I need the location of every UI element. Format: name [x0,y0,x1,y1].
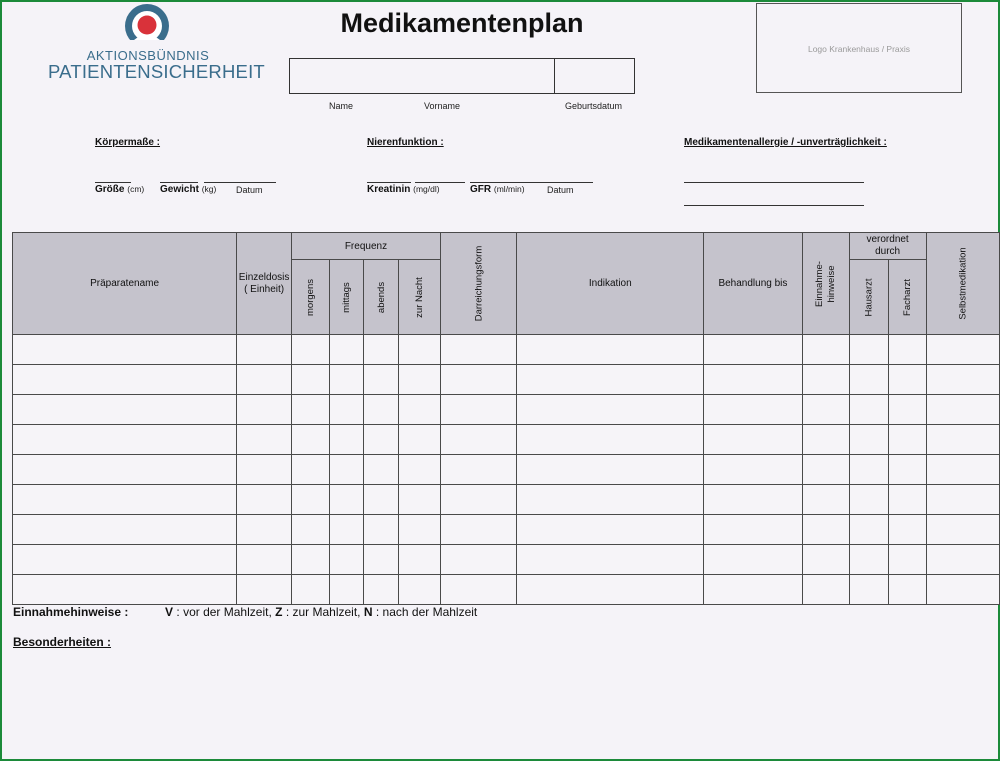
table-cell[interactable] [292,395,330,425]
gfr-text: GFR [470,184,492,195]
table-cell[interactable] [292,455,330,485]
table-cell[interactable] [13,425,237,455]
table-cell[interactable] [888,425,926,455]
legend-v: V [165,605,174,619]
patient-safety-logo-icon [124,3,170,49]
table-cell[interactable] [849,545,888,575]
table-cell[interactable] [440,485,517,515]
table-cell[interactable] [330,425,364,455]
weight-unit: (kg) [201,184,217,194]
header-night [399,260,441,335]
table-cell[interactable] [704,365,802,395]
table-cell[interactable] [440,335,517,365]
table-cell[interactable] [237,365,292,395]
header-single-dose [237,233,292,335]
gfr-unit: (ml/min) [493,184,525,194]
table-row [13,485,1000,515]
first-name-caption: Vorname [424,101,461,111]
table-cell[interactable] [888,395,926,425]
special-notes-heading: Besonderheiten : [13,635,112,649]
table-cell[interactable] [237,425,292,455]
table-cell[interactable] [888,515,926,545]
table-cell[interactable] [802,575,849,605]
table-cell[interactable] [364,545,399,575]
measure-date-line[interactable] [204,182,276,183]
header-intake-notes [802,233,849,335]
header-prescribed-by-line1: verordnet [866,234,909,245]
table-cell[interactable] [399,515,441,545]
table-row [13,425,1000,455]
table-cell[interactable] [704,485,802,515]
table-cell[interactable] [13,545,237,575]
legend-v-text: : vor der Mahlzeit, [176,605,272,619]
table-cell[interactable] [399,395,441,425]
table-cell[interactable] [364,335,399,365]
table-row [13,545,1000,575]
table-cell[interactable] [849,515,888,545]
header-specialist-text: Facharzt [901,278,913,316]
table-cell[interactable] [926,425,999,455]
table-cell[interactable] [888,455,926,485]
header-family-doctor [849,260,888,335]
table-cell[interactable] [926,575,999,605]
header-preparation-name: Präparatename [13,233,237,335]
header-morning-text: morgens [305,278,317,316]
table-row [13,455,1000,485]
header-family-doctor-text: Hausarzt [863,277,875,317]
table-cell[interactable] [399,575,441,605]
name-caption: Name [329,101,354,111]
table-cell[interactable] [517,335,704,365]
table-cell[interactable] [440,545,517,575]
table-cell[interactable] [704,335,802,365]
table-cell[interactable] [292,545,330,575]
hospital-logo-box [756,3,962,93]
table-cell[interactable] [237,395,292,425]
header-dosage-form [440,233,517,335]
gfr-line[interactable] [415,182,465,183]
header-prescribed-by-line2: durch [875,246,901,257]
table-cell[interactable] [330,395,364,425]
header-single-dose-line2: ( Einheit) [244,283,285,295]
header-dosage-form-text: Darreichungsform [473,245,485,322]
header-noon [330,260,364,335]
table-cell[interactable] [926,545,999,575]
table-cell[interactable] [849,485,888,515]
table-cell[interactable] [330,545,364,575]
creatinine-text: Kreatinin [367,184,411,195]
intake-legend [13,605,477,619]
header-evening [364,260,399,335]
allergy-heading: Medikamentenallergie / -unverträglichkeit : [684,137,887,148]
weight-text: Gewicht [160,184,199,195]
table-cell[interactable] [237,575,292,605]
header-intake-notes-line2: hinweise [825,265,837,302]
table-cell[interactable] [330,515,364,545]
medication-table [12,232,1000,605]
table-cell[interactable] [517,515,704,545]
header-treatment-until: Behandlung bis [704,233,802,335]
birthdate-caption: Geburtsdatum [565,101,623,111]
table-cell[interactable] [330,365,364,395]
table-cell[interactable] [364,425,399,455]
table-cell[interactable] [888,485,926,515]
table-cell[interactable] [926,335,999,365]
table-cell[interactable] [926,365,999,395]
creatinine-line[interactable] [367,182,411,183]
height-text: Größe [95,184,125,195]
table-cell[interactable] [704,455,802,485]
table-cell[interactable] [440,455,517,485]
table-cell[interactable] [330,575,364,605]
table-cell[interactable] [399,365,441,395]
table-cell[interactable] [364,455,399,485]
table-cell[interactable] [13,575,237,605]
table-cell[interactable] [517,395,704,425]
table-cell[interactable] [330,485,364,515]
table-cell[interactable] [13,485,237,515]
header-night-text: zur Nacht [414,276,426,318]
header-morning [292,260,330,335]
intake-legend-label: Einnahmehinweise : [13,605,129,619]
table-cell[interactable] [802,395,849,425]
legend-n: N [363,605,373,619]
table-cell[interactable] [849,575,888,605]
table-cell[interactable] [292,575,330,605]
table-cell[interactable] [704,515,802,545]
medication-table-body [13,335,1000,605]
table-cell[interactable] [926,395,999,425]
table-row [13,365,1000,395]
table-cell[interactable] [292,365,330,395]
table-cell[interactable] [802,545,849,575]
table-cell[interactable] [704,545,802,575]
table-cell[interactable] [330,335,364,365]
kidney-date-label: Datum [547,185,574,195]
header-single-dose-line1: Einzeldosis [238,271,290,283]
table-cell[interactable] [802,515,849,545]
table-row [13,335,1000,365]
table-cell[interactable] [364,365,399,395]
table-cell[interactable] [704,575,802,605]
legend-n-text: : nach der Mahlzeit [375,605,478,619]
table-cell[interactable] [440,365,517,395]
table-cell[interactable] [926,485,999,515]
header-prescribed-by [849,233,926,260]
height-label [95,184,144,195]
table-cell[interactable] [364,515,399,545]
height-line[interactable] [95,182,131,183]
table-cell[interactable] [237,485,292,515]
table-cell[interactable] [802,425,849,455]
table-cell[interactable] [802,365,849,395]
table-cell[interactable] [440,395,517,425]
table-cell[interactable] [237,515,292,545]
table-cell[interactable] [364,485,399,515]
creatinine-label [367,184,440,195]
header-evening-text: abends [375,281,387,313]
allergy-line-2[interactable] [684,205,864,206]
header-intake-notes-line1: Einnahme- [813,260,825,307]
table-cell[interactable] [237,335,292,365]
table-cell[interactable] [13,365,237,395]
measure-date-label: Datum [236,185,263,195]
hospital-logo-text: Logo Krankenhaus / Praxis [807,44,911,54]
table-row [13,575,1000,605]
table-cell[interactable] [849,455,888,485]
header-frequency: Frequenz [292,233,441,260]
logo-line-2: PATIENTENSICHERHEIT [48,61,265,82]
table-cell[interactable] [704,395,802,425]
table-cell[interactable] [888,365,926,395]
header-noon-text: mittags [341,281,353,313]
table-cell[interactable] [517,455,704,485]
table-cell[interactable] [399,455,441,485]
table-cell[interactable] [399,425,441,455]
table-cell[interactable] [849,395,888,425]
header-intake-notes-text [814,261,838,307]
logo-line-1: AKTIONSBÜNDNIS [86,48,210,63]
table-cell[interactable] [517,545,704,575]
table-cell[interactable] [330,455,364,485]
table-cell[interactable] [440,425,517,455]
table-cell[interactable] [802,335,849,365]
table-cell[interactable] [704,425,802,455]
table-cell[interactable] [926,515,999,545]
table-cell[interactable] [292,425,330,455]
table-cell[interactable] [13,335,237,365]
kidney-date-line[interactable] [470,182,593,183]
table-cell[interactable] [399,335,441,365]
table-cell[interactable] [13,395,237,425]
header-specialist [888,260,926,335]
table-cell[interactable] [849,335,888,365]
table-cell[interactable] [292,335,330,365]
birthdate-field[interactable] [554,58,635,94]
weight-line[interactable] [160,182,198,183]
table-cell[interactable] [517,365,704,395]
table-cell[interactable] [364,395,399,425]
header-indication: Indikation [517,233,704,335]
table-cell[interactable] [292,515,330,545]
table-cell[interactable] [364,575,399,605]
table-cell[interactable] [440,515,517,545]
page-title: Medikamentenplan [340,8,584,38]
table-cell[interactable] [802,485,849,515]
table-cell[interactable] [13,455,237,485]
table-cell[interactable] [517,425,704,455]
table-row [13,395,1000,425]
table-cell[interactable] [849,425,888,455]
creatinine-unit: (mg/dl) [413,184,440,194]
table-cell[interactable] [849,365,888,395]
name-field[interactable] [289,58,555,94]
body-measurements-heading: Körpermaße : [95,137,161,148]
table-cell[interactable] [399,545,441,575]
table-cell[interactable] [237,545,292,575]
table-cell[interactable] [888,545,926,575]
table-cell[interactable] [517,485,704,515]
header-self-medication [926,233,999,335]
table-cell[interactable] [802,455,849,485]
table-cell[interactable] [517,575,704,605]
table-cell[interactable] [888,575,926,605]
allergy-line-1[interactable] [684,182,864,183]
height-unit: (cm) [127,184,145,194]
table-cell[interactable] [237,455,292,485]
legend-z: Z [275,605,283,619]
legend-z-text: : zur Mahlzeit, [285,605,361,619]
table-cell[interactable] [292,485,330,515]
table-row [13,515,1000,545]
gfr-label [470,184,525,195]
kidney-function-heading: Nierenfunktion : [367,137,444,148]
table-cell[interactable] [13,515,237,545]
table-cell[interactable] [440,575,517,605]
table-cell[interactable] [888,335,926,365]
header-self-medication-text: Selbstmedikation [957,247,969,320]
weight-label [160,184,216,195]
table-cell[interactable] [926,455,999,485]
table-cell[interactable] [399,485,441,515]
